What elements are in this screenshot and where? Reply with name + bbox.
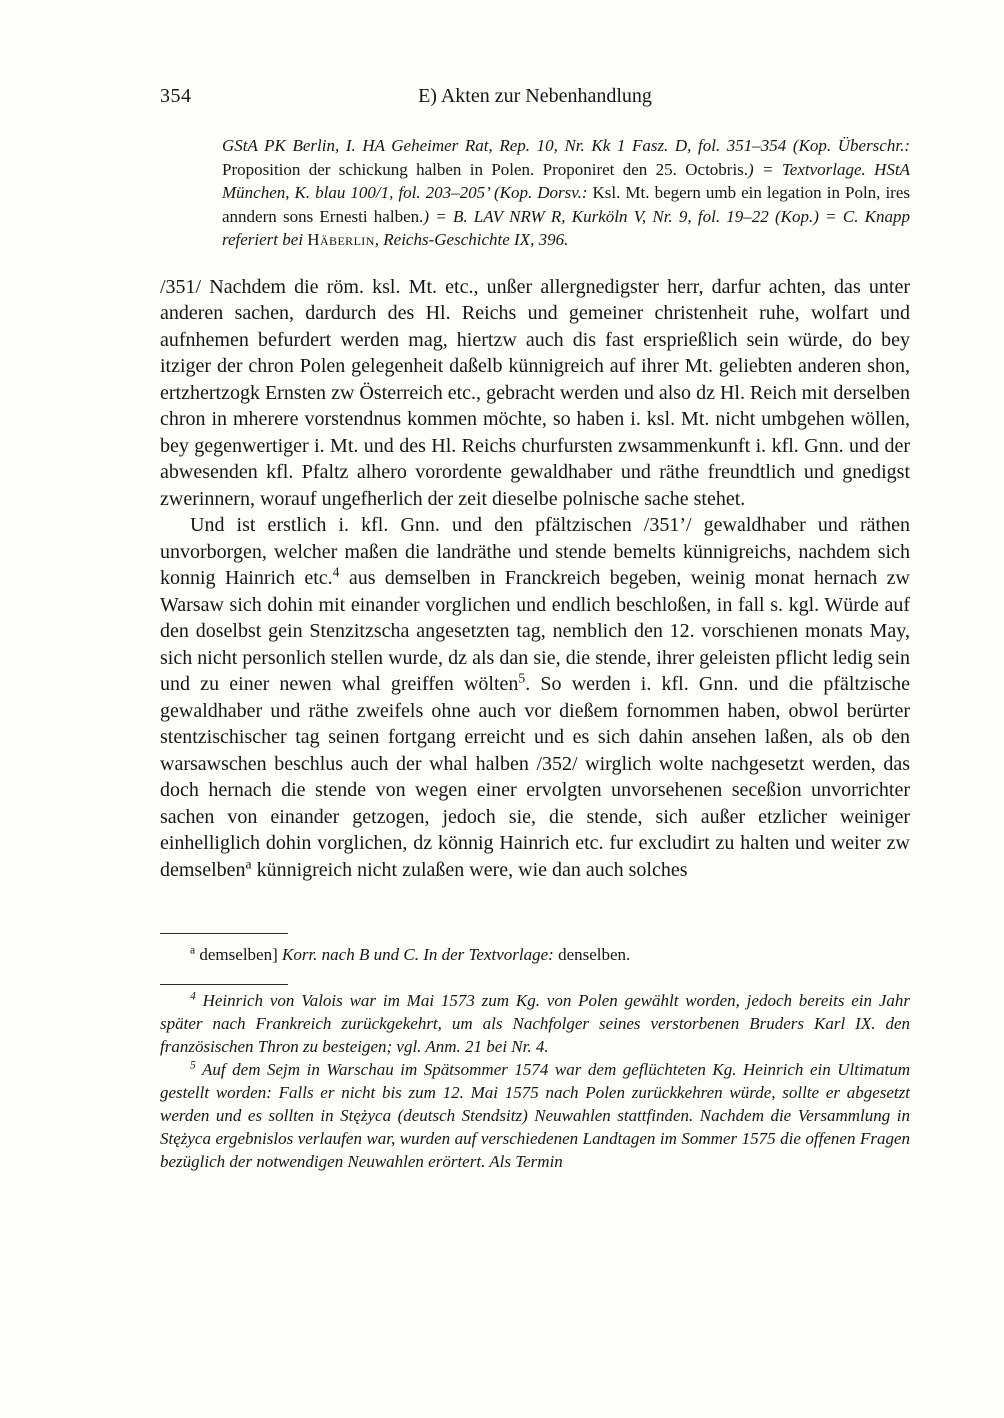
footnote-4: $^4$ Heinrich von Valois war im Mai 1573 zum Kg. von Polen gewählt worden, jedoch bereits ein Jahr später nach Frankreich zurückgekehrt, um als Nachfolger seines verstorbenen Bruders Karl IX. den französischen Thron zu besteigen; vgl. Anm. 21 bei Nr. 4.: [160, 989, 910, 1056]
apparatus-note: $^a$ demselben] Korr. nach B und C. In der Textvorlage: denselben.: [190, 943, 631, 964]
main-text: [160, 274, 910, 884]
footnote-marker: 5: [190, 1058, 196, 1072]
footnote-marker: a: [190, 943, 196, 957]
footnotes-section: [160, 984, 910, 1173]
footnote-5: $^5$ Auf dem Sejm in Warschau im Spätsommer 1574 war dem geflüchteten Kg. Heinrich ein Ultimatum gestellt worden: Falls er nicht bis zum 12. Mai 1575 nach Polen zurückkehren würde, sollte er abgesetzt werden und es sollten in Stężyca (deutsch Stendsitz) Neuwahlen stattfinden. Nachdem die Versammlung in Stężyca ergebnislos verlaufen war, wurden auf verschiedenen Landtagen im Sommer 1575 die offenen Fragen bezüglich der notwendigen Neuwahlen erörtert. Als Termin: [160, 1058, 910, 1171]
paragraph-1: /351/ Nachdem die röm. ksl. Mt. etc., unßer allergnedigster herr, darfur achten, das unter anderen sachen, dardurch des Hl. Reichs und gemeiner christenheit ruhe, wolfart und aufnhemen befurdert werden mag, hiertzw auch dis fast ersprießlich sein würde, do bey itziger der chron Polen gelegenheit daßelb künnigreich auf ihrer Mt. geliebten anderen shon, ertzhertzogk Ernsten zw Österreich etc., gebracht werden und also dz Hl. Reich mit derselben chron in mherere vorstendnus kommen möchte, so haben i. ksl. Mt. nicht umbgehen wöllen, bey gegenwertiger i. Mt. und des Hl. Reichs churfursten zwsammenkunft i. kfl. Gnn. und der abwesenden kfl. Pfaltz alhero vorordente gewaldhaber und räthe freundtlich und gnedigst zwerinnern, worauf ungefherlich der zeit dieselbe polnische sache stehet.: [160, 275, 910, 510]
footnote-marker: 5: [518, 670, 526, 686]
footnote-marker: 4: [190, 989, 196, 1003]
footnote-marker: a: [245, 855, 252, 871]
paragraph-2: Und ist erstlich i. kfl. Gnn. und den pfältzischen /351’/ gewaldhaber und räthen unvorborgen, welcher maßen die landräthe und stende bemelts künnigreichs, nachdem sich konnig Hainrich etc.$^4$ aus demselben in Franckreich begeben, weinig monat hernach zw Warsaw sich dohin mit einander vorglichen und endlich beschloßen, in fall s. kgl. Würde auf den doselbst gein Stenzitzscha angesetzten tag, nemblich den 12. vorschienen monats May, sich nicht personlich stellen wurde, dz als dan sie, die stende, ihrer geleisten pflicht ledig sein und zu einer newen whal greiffen wölten$^5$. So werden i. kfl. Gnn. und die pfältzische gewaldhaber und räthe zweifels ohne auch vor dießem fornommen haben, obwol berürter stentzischischer tag seinen fortgang erreicht und es sich dahin ansehen laßen, als ob den warsawschen beschlus auch der whal halben /352/ wirglich wolte nachgesetzt werden, das doch hernach die stende von wegen einer ervolgten unvorsehenen seceßion unvorrichter sachen von einander getzogen, jedoch sie, die stende, sich außer etzlicher weiniger einhelliglich dohin vorglichen, dz könnig Hainrich etc. fur excludirt zu halten und weiter zw demselben$^a$ künnigreich nicht zulaßen were, wie dan auch solches: [160, 514, 911, 881]
apparatus-divider: [160, 933, 288, 934]
footnote-marker: 4: [332, 564, 340, 580]
footnote-divider: [160, 984, 288, 985]
apparatus-section: [160, 933, 910, 966]
source-citation: GStA PK Berlin, I. HA Geheimer Rat, Rep. 10, Nr. Kk 1 Fasz. D, fol. 351–354 (Kop. Überschr.: Proposition der schickung halben in Polen. Proponiret den 25. Octobris.) = Textvorlage. HStA München, K. blau 100/1, fol. 203–205’ (Kop. Dorsv.: Ksl. Mt. begern umb ein legation in Poln, ires anndern sons Ernesti halben.) = B. LAV NRW R, Kurköln V, Nr. 9, fol. 19–22 (Kop.) = C. Knapp referiert bei Häberlin, Reichs-Geschichte IX, 396.: [222, 136, 910, 249]
page-number: 354: [160, 85, 192, 107]
page-header: [160, 84, 910, 108]
running-head: E) Akten zur Nebenhandlung: [418, 85, 652, 107]
